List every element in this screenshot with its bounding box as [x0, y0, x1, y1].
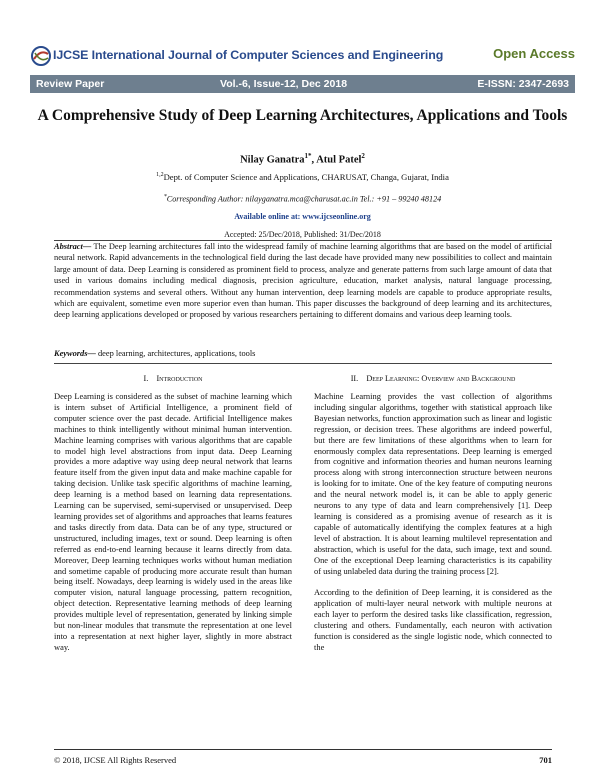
available-online[interactable]: Available online at: www.ijcseonline.org: [234, 212, 371, 221]
footer-rule: [54, 749, 552, 750]
section-1-num: I.: [143, 374, 149, 383]
page-number: 701: [539, 755, 552, 765]
publication-dates: Accepted: 25/Dec/2018, Published: 31/Dec/2018: [224, 230, 381, 239]
author-1-sup: 1*: [304, 152, 312, 160]
open-access-label: Open Access: [493, 46, 575, 61]
authors: [30, 152, 575, 166]
journal-name: International Journal of Computer Sciences and Engineering: [91, 48, 444, 62]
column-left: [54, 391, 292, 664]
paper-title: A Comprehensive Study of Deep Learning Architectures, Applications and Tools: [37, 107, 568, 124]
author-2-sup: 2: [361, 152, 365, 160]
section-2-title: Deep Learning: Overview and Background: [366, 374, 516, 383]
column-right: [314, 391, 552, 664]
copyright: © 2018, IJCSE All Rights Reserved: [54, 755, 177, 765]
corresponding-author: [30, 194, 575, 204]
page-footer: [54, 755, 552, 765]
affiliation: [30, 172, 575, 182]
section-2-heading: [314, 374, 552, 383]
paper-type: Review Paper: [36, 78, 105, 90]
corresponding-sup: *: [163, 194, 167, 200]
journal-title: [53, 48, 443, 62]
section-2-num: II.: [350, 374, 359, 383]
section-2-paragraph-1: Machine Learning provides the vast collection of algorithms including singular algorithms, together with statistical approach like Bayesian networks, function approximation such as linear and logistic regression, or decision trees. These algorithms are indeed powerful, but there are few limitations of these algorithms when to learn for enormously complex data representations. Deep learning is emerged from cognitive and information theories and human neurons learning process along with strong interconnection structure between neurons is looking for to imitate. One of the key feature of computing neurons and the neural network model is, it can be able to apply generic neurons to any type of data and learn comprehensively [1]. Deep learning is considered as a promising avenue of research as it is capable of automatically identifying the complex features at a high level of abstraction. It is about learning multilevel representation and abstraction, which is useful for the data, such image, text and sound. One of the exceptional Deep learning characteristics is its capability of using unlabeled data during the training process [2].: [314, 391, 552, 576]
section-1-title: Introduction: [156, 374, 203, 383]
abstract: [54, 241, 552, 321]
author-2: Atul Patel: [316, 154, 362, 166]
corresponding-text: Corresponding Author: nilayganatra.mca@charusat.ac.in Tel.: +91 – 99240 48124: [166, 194, 442, 204]
author-sep: ,: [311, 154, 317, 166]
keywords-bottom-rule: [54, 363, 552, 364]
abstract-label: Abstract—: [54, 242, 92, 251]
section-1-paragraph: Deep Learning is considered as the subset of machine learning which is intern subset of Artificial Intelligence, a prominent field of computer science over the past decade. Artificial Intelligence makes machines to think intelligently without minimal human intervention. Machine learning comprises with various algorithms that are capable to model high level abstractions from input data. Deep Learning provides a more adaptive way using deep neural network that learns feature itself from the given input data and make machine capable for taking decision. Unlike task specific algorithms of machine learning, deep learning is a method based on learning data representations. Learning can be supervised, semi-supervised or unsupervised. Deep learning provides set of algorithms and approaches that learns features and tasks directly from data. Data can be of any type, structured or unstructured, including images, text or sound. Deep learning is often referred as end-to-end learning because it learns directly from data. Moreover, Deep learning techniques works without human mediation and sometime capable of producing more accurate result than human being itself. Nowadays, deep learning is widely used in the areas like computer vision, natural language processing, pattern recognition, object detection. Representative learning methods of deep learning provides multiple level of representation, generated by linking simple but non-linear modules that transmute the representation at one level into a representation at next higher layer, slightly in more abstract way.: [54, 391, 292, 652]
paper-info-bar: [30, 75, 575, 93]
volume-issue: Vol.-6, Issue-12, Dec 2018: [220, 78, 348, 90]
affiliation-text: Dept. of Computer Science and Applications, CHARUSAT, Changa, Gujarat, India: [163, 172, 449, 182]
section-2-paragraph-2: According to the definition of Deep learning, it is considered as the application of multi-layer neural network with multiple neurons at each layer to perform the desired tasks like classification, regression, clustering and others. Fundamentally, each neuron with activation function is considered as the single logistic node, which connected to the: [314, 587, 552, 652]
issn: E-ISSN: 2347-2693: [477, 78, 569, 90]
keywords-text: deep learning, architectures, applications, tools: [95, 349, 256, 358]
journal-logo-icon: [30, 45, 52, 67]
author-1: Nilay Ganatra: [240, 154, 305, 166]
abstract-text: The Deep learning architectures fall into the widespread family of machine learning algorithms that are based on the model of artificial neural network. Rapid advancements in the technological field during the last decade have provided many new possibilities to collect and maintain large amount of data. Deep Learning is considered as prominent field to process, analyze and generate patterns from such large amount of data that used in various domains including medical diagnosis, precision agriculture, education, market analysis, natural language processing, recommendation systems and several others. Without any human intervention, deep learning models are capable to produce appropriate results, which are equivalent, sometime even more superior even than human. This paper discusses the background of deep learning and its architectures, deep learning applications developed or proposed by various researchers pertaining to different domains and various deep learning tools.: [54, 242, 552, 320]
journal-header: [30, 45, 575, 69]
journal-brand: IJCSE: [53, 48, 89, 62]
section-1-heading: [54, 374, 292, 383]
keywords-label: Keywords—: [54, 349, 96, 358]
affiliation-sup: 1,2: [156, 172, 164, 179]
keywords: [54, 349, 552, 358]
